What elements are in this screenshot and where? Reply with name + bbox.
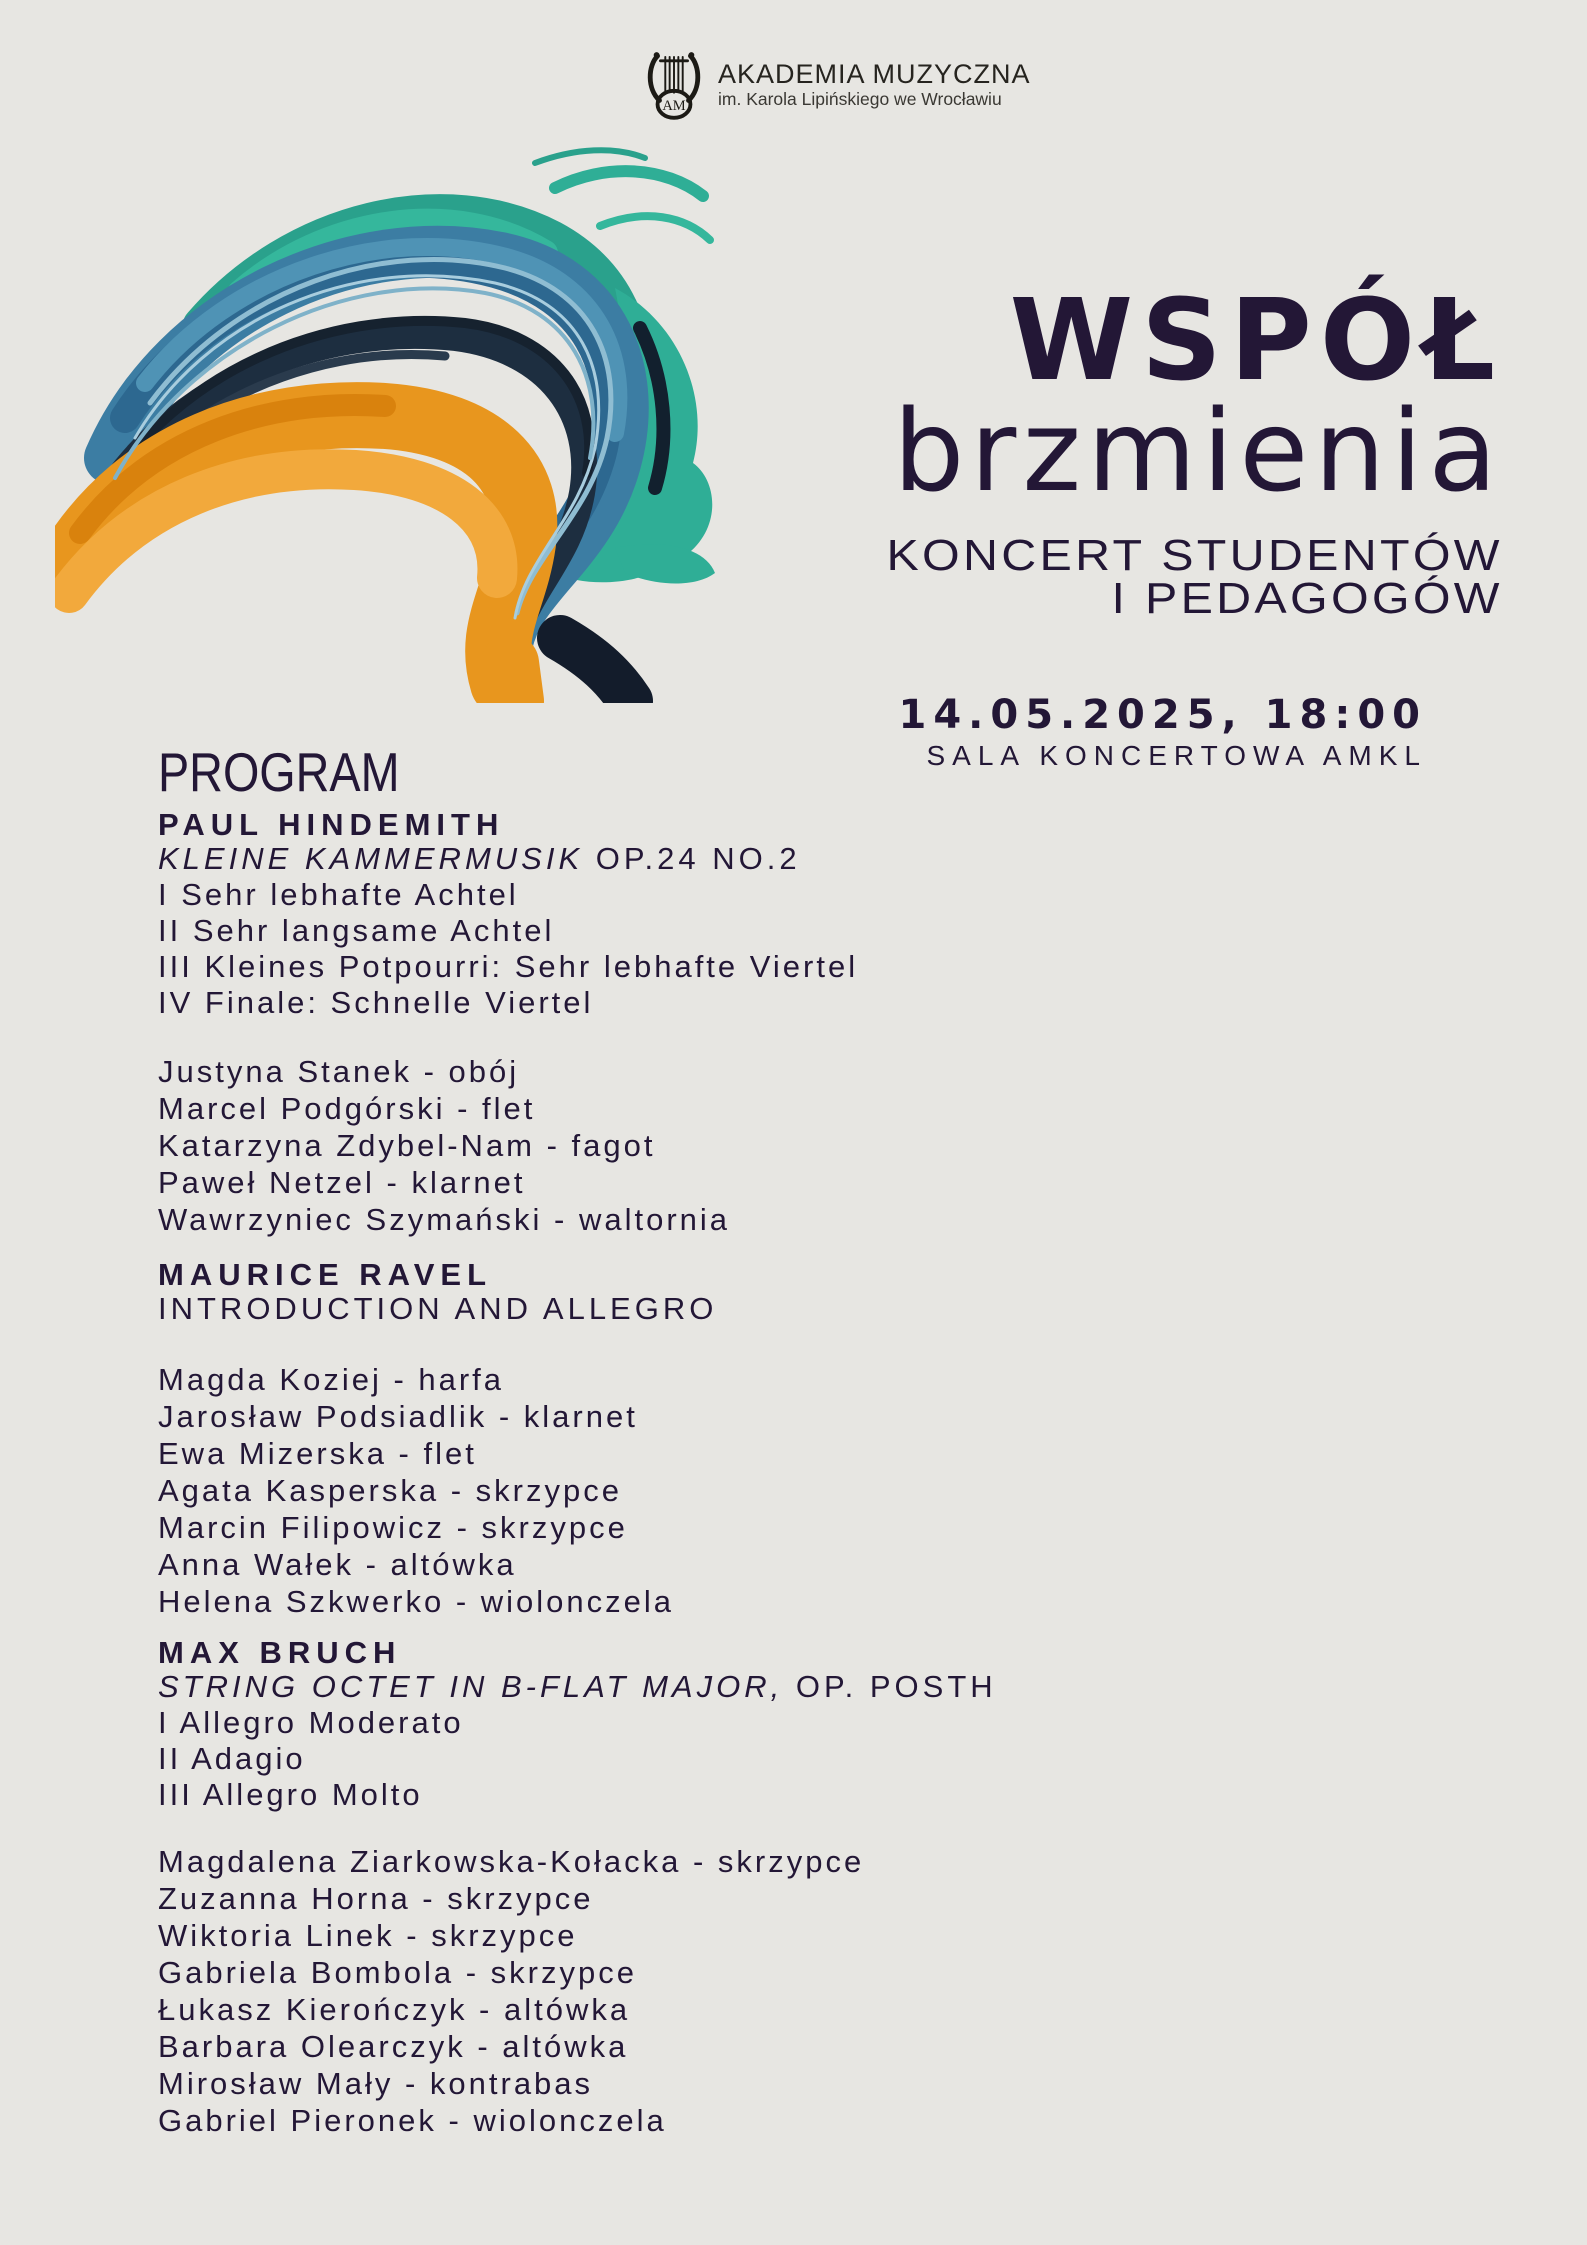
event-info-block	[899, 694, 1428, 771]
performer-list-hindemith	[158, 1053, 730, 1238]
academy-name: AKADEMIA MUZYCZNA	[718, 58, 1031, 89]
performer-line: Katarzyna Zdybel-Nam - fagot	[158, 1128, 656, 1163]
work-title-plain: INTRODUCTION AND ALLEGRO	[158, 1291, 718, 1326]
performer-line: Justyna Stanek - obój	[158, 1054, 520, 1089]
subtitle-line-2: I PEDAGOGÓW	[1111, 574, 1503, 623]
academy-text	[718, 59, 1031, 110]
work-title	[158, 841, 858, 877]
performer-line: Zuzanna Horna - skrzypce	[158, 1881, 594, 1916]
performer-line: Ewa Mizerska - flet	[158, 1436, 477, 1471]
work-title-plain: OP.24 NO.2	[583, 841, 801, 876]
performer-list-ravel	[158, 1361, 674, 1620]
performer-line: Paweł Netzel - klarnet	[158, 1165, 526, 1200]
performer-line: Jarosław Podsiadlik - klarnet	[158, 1399, 638, 1434]
performer-line: Wiktoria Linek - skrzypce	[158, 1918, 578, 1953]
composer-name: MAURICE RAVEL	[158, 1257, 493, 1292]
event-datetime: 14.05.2025, 18:00	[898, 692, 1427, 738]
movement-line: IV Finale: Schnelle Viertel	[158, 985, 594, 1020]
performer-line: Marcel Podgórski - flet	[158, 1091, 536, 1126]
performer-line: Magdalena Ziarkowska-Kołacka - skrzypce	[158, 1844, 865, 1879]
performer-line: Gabriela Bombola - skrzypce	[158, 1955, 637, 1990]
work-title-italic: STRING OCTET IN B-FLAT MAJOR,	[158, 1669, 784, 1704]
performer-line: Łukasz Kierończyk - altówka	[158, 1992, 631, 2027]
title-line-1: WSPÓŁ	[1009, 276, 1503, 406]
event-venue: SALA KONCERTOWA AMKL	[926, 740, 1427, 771]
movement-line: III Allegro Molto	[158, 1777, 423, 1812]
title-block	[886, 276, 1503, 623]
performer-line: Agata Kasperska - skrzypce	[158, 1473, 622, 1508]
program-section-bruch	[158, 1636, 997, 1813]
movement-line: III Kleines Potpourri: Sehr lebhafte Viertel	[158, 949, 859, 984]
performer-line: Gabriel Pieronek - wiolonczela	[158, 2103, 667, 2138]
movement-list	[158, 1705, 997, 1813]
work-title-italic: KLEINE KAMMERMUSIK	[158, 841, 584, 876]
work-title	[158, 1291, 717, 1327]
movement-line: I Allegro Moderato	[158, 1705, 464, 1740]
movement-line: I Sehr lebhafte Achtel	[158, 877, 519, 912]
performer-line: Wawrzyniec Szymański - waltornia	[158, 1202, 731, 1237]
academy-header	[645, 48, 1031, 120]
work-title-plain: OP. POSTH	[783, 1669, 997, 1704]
composer-name: MAX BRUCH	[158, 1635, 402, 1670]
movement-line: II Adagio	[158, 1741, 306, 1776]
movement-list	[158, 877, 858, 1021]
movement-line: II Sehr langsame Achtel	[158, 913, 555, 948]
work-title	[158, 1669, 997, 1705]
academy-subtitle: im. Karola Lipińskiego we Wrocławiu	[718, 88, 1002, 109]
paint-swirl-artwork	[55, 118, 720, 703]
program-heading: PROGRAM	[158, 741, 400, 803]
program-section-ravel	[158, 1258, 717, 1327]
performer-line: Marcin Filipowicz - skrzypce	[158, 1510, 628, 1545]
performer-line: Mirosław Mały - kontrabas	[158, 2066, 594, 2101]
performer-line: Helena Szkwerko - wiolonczela	[158, 1584, 675, 1619]
performer-line: Magda Koziej - harfa	[158, 1362, 505, 1397]
program-section-hindemith	[158, 808, 858, 1021]
lyre-logo-icon	[645, 48, 703, 120]
composer-name: PAUL HINDEMITH	[158, 807, 505, 842]
title-line-2: brzmienia	[893, 387, 1503, 517]
subtitle-line-1: KONCERT STUDENTÓW	[886, 531, 1503, 580]
performer-list-bruch	[158, 1843, 864, 2139]
svg-text:AM: AM	[662, 98, 686, 115]
performer-line: Barbara Olearczyk - altówka	[158, 2029, 629, 2064]
performer-line: Anna Wałek - altówka	[158, 1547, 517, 1582]
